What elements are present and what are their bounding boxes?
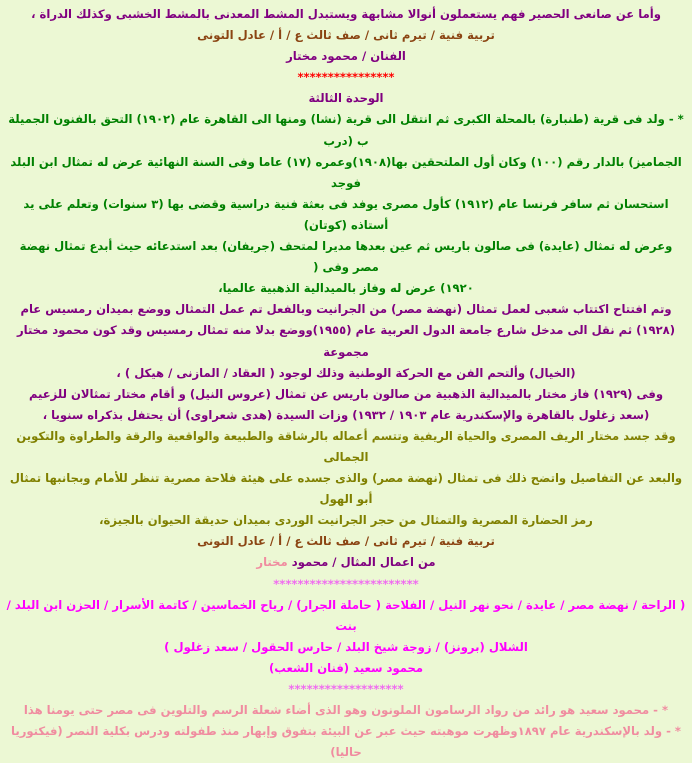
next-artist-bio [6,700,686,763]
bio-line: الجماميز) بالدار رقم (١٠٠) وكان أول الملتحقين بها(١٩٠٨)وعمره (١٧) عاما وفى السنة النهائية عرض له تمثال ابن البلد فوجد [10,154,682,190]
style-block [6,426,686,531]
style-line: والبعد عن التفاصيل واتضح ذلك فى تمثال (نهضة مصر) والذى جسده على هيئة فلاحة مصرية تنظر للأمام وبجانبها تمثال أبو الهول [9,471,683,507]
star-divider: ******************* [288,682,404,696]
history-line: وتم افتتاح اكتتاب شعبى لعمل تمثال (نهضة مصر) من الجرانيت وبالفعل تم عمل التمثال ووضع بميدان رمسيس عام [20,302,672,317]
credit-line: تربية فنية / تيرم ثانى / صف ثالث ع / أ / عادل التونى [197,28,495,43]
biography-block [6,109,686,299]
works-line: الشلال (برونز) / زوجة شيخ البلد / حارس الحقول / سعد زغلول ) [164,639,528,654]
bio-line: وعرض له تمثال (عايدة) فى صالون باريس ثم عين بعدها مديرا لمتحف (جريفان) بعد استدعائه حيث أبدع تمثال نهضة مصر وفى ( [19,239,673,275]
bio-line: ١٩٢٠) عرض له وفاز بالميدالية الذهبية عالميا، [218,281,474,296]
intro-paragraph: وأما عن صانعى الحصير فهم يستعملون أنوالا مشابهة ويستبدل المشط المعدنى بالمشط الخشبى وكذلك الدراة ، [31,7,661,21]
style-line: رمز الحضارة المصرية والتمثال من حجر الجرانيت الوردى بميدان حديقة الحيوان بالجيزة، [99,513,593,528]
history-line: (١٩٢٨) ثم نقل الى مدخل شارع جامعة الدول العربية عام (١٩٥٥)ووضع بدلا منه تمثال رمسيس وقد كون محمود مختار مجموعة [16,323,676,359]
award-line: وفى (١٩٢٩) فاز مختار بالميدالية الذهبية من صالون باريس عن تمثال (عروس النيل) و أقام مختار تمثالان للزعيم [28,386,664,401]
works-label-prefix: من اعمال المثال / محمود [287,555,436,570]
next-bio-line: * - ولد بالإسكندرية عام ١٨٩٧وظهرت موهبته حيث عبر عن البيئة بتفوق وإبهار منذ طفولته ودرس بكلية النصر (فيكتوريا حاليا) [10,724,681,760]
next-bio-line: * - محمود سعيد هو رائد من رواد الرسامون الملونون وهو الذى أضاء شعلة الرسم والتلوين فى مصر حتى يومنا هذا [23,703,669,718]
credit-line: تربية فنية / تيرم ثانى / صف ثالث ع / أ / عادل التونى [197,534,495,549]
bio-line: * - ولد فى قرية (طنبارة) بالمحلة الكبرى ثم انتقل الى قرية (نشا) ومنها الى القاهرة عام (١٩٠٢) التحق بالفنون الجميلة ب (درب [8,112,684,148]
history-block [6,299,686,383]
works-label [6,552,686,573]
unit-heading: الوحدة الثالثة [308,91,384,106]
works-list [6,595,686,658]
style-line: وقد جسد مختار الريف المصرى والحياة الريفية وتتسم أعماله بالرشاقة والطبيعة والواقعية والرقة والطراوة والتكوين الجمالى [16,428,676,464]
award-block [6,384,686,426]
star-divider: ************************ [273,576,419,591]
works-line: ( الراحة / نهضة مصر / عايدة / نحو نهر النيل / الفلاحة ( حاملة الجرار) / رياح الخماسين / كاتمة الأسرار / الحزن ابن البلد / بنت [6,597,686,633]
history-line: (الخيال) وألتحم الفن مع الحركة الوطنية وذلك لوجود ( العقاد / المازنى / هيكل ) ، [116,365,576,380]
next-artist-heading: محمود سعيد (فنان الشعب) [268,660,424,675]
award-line: (سعد زغلول بالقاهرة والإسكندرية عام ١٩٠٣ / ١٩٣٢) وزات السيدة (هدى شعراوى) أن يحتفل بذكراه سنويا ، [42,407,650,422]
star-divider: **************** [297,70,395,85]
bio-line: استحسان ثم سافر فرنسا عام (١٩١٢) كأول مصرى يوفد فى بعثة فنية دراسية وقضى بها (٣ سنوات) وتعلم على يد أستاذه (كوتان) [23,196,669,232]
works-label-name: مختار [256,555,288,570]
artist-heading: الفنان / محمود مختار [286,49,406,64]
document-body [6,0,686,763]
